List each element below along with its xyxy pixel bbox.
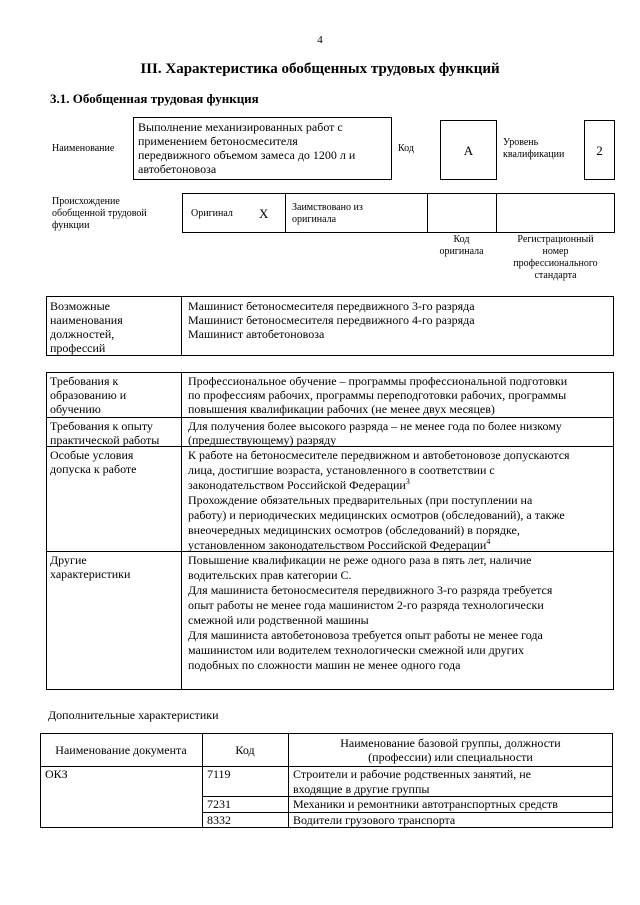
- okz-name-line: Водители грузового транспорта: [293, 813, 456, 827]
- name-value-line: Выполнение механизированных работ с: [138, 120, 343, 134]
- footnote-mark: 4: [486, 537, 491, 546]
- reg-caption-line: профессионального: [513, 258, 598, 269]
- req-value-line: Для получения более высокого разряда – не менее года по более низкому: [188, 419, 562, 433]
- code-value-box: [440, 120, 497, 180]
- header-doc: Наименование документа: [55, 743, 187, 757]
- page-number: 4: [317, 34, 323, 46]
- req-label-line: Требования к: [50, 374, 119, 388]
- req-label-line: Другие: [50, 553, 87, 567]
- req-value-line: смежной или родственной машины: [188, 613, 369, 627]
- reg-caption-line: Регистрационный: [517, 234, 594, 245]
- req-value-line: подобных по сложности машин не менее одного года: [188, 658, 461, 672]
- okz-name-line: Строители и рабочие родственных занятий, не: [293, 767, 531, 781]
- name-label: Наименование: [52, 143, 115, 154]
- req-value-line: Для машиниста бетоносмесителя передвижного 3-го разряда требуется: [188, 583, 553, 597]
- level-label-line: квалификации: [503, 149, 565, 160]
- req-label-line: Особые условия: [50, 448, 134, 462]
- section-title: III. Характеристика обобщенных трудовых функций: [140, 61, 500, 77]
- origin-label-line: функции: [52, 220, 90, 231]
- req-value-line: машинистом или водителем технологически смежной или других: [188, 643, 524, 657]
- level-value: 2: [596, 143, 603, 158]
- req-label-line: Требования к опыту: [50, 419, 153, 433]
- borrowed-label-line: Заимствовано из: [292, 202, 363, 213]
- req-value-line: опыт работы не менее года машинистом 2-го разряда технологически: [188, 598, 544, 612]
- req-value-line: (предшествующему) разряду: [188, 433, 337, 447]
- req-label-line: допуска к работе: [50, 462, 137, 476]
- req-value-line: по профессиям рабочих, программы переподготовки рабочих, программы: [188, 388, 567, 402]
- positions-label-line: профессий: [50, 341, 106, 355]
- footnote-mark: 3: [405, 477, 410, 486]
- positions-label-line: наименования: [50, 313, 123, 327]
- origin-table: [182, 193, 615, 233]
- origin-label-line: обобщенной трудовой: [52, 208, 147, 219]
- header-group-line: (профессии) или специальности: [368, 750, 533, 764]
- code-label: Код: [398, 143, 414, 154]
- req-label-line: обучению: [50, 402, 101, 416]
- req-value-line: водительских прав категории С.: [188, 568, 352, 582]
- req-value-line: Профессиональное обучение – программы профессиональной подготовки: [188, 374, 568, 388]
- reg-caption-line: стандарта: [534, 270, 577, 281]
- code-caption-line: оригинала: [439, 246, 484, 257]
- okz-name-line: входящие в другие группы: [293, 782, 430, 796]
- req-value-line: К работе на бетоносмесителе передвижном и автобетоновозе допускаются: [188, 448, 570, 462]
- name-value-line: автобетоновоза: [138, 162, 217, 176]
- doc-name: ОКЗ: [45, 767, 68, 781]
- positions-label-line: Возможные: [50, 299, 110, 313]
- positions-label-line: должностей,: [50, 327, 115, 341]
- req-value-line: работу) и периодических медицинских осмотров (обследований), а также: [188, 508, 565, 522]
- header-group-line: Наименование базовой группы, должности: [340, 736, 561, 750]
- okz-code: 8332: [207, 813, 231, 827]
- additional-title: Дополнительные характеристики: [48, 708, 219, 722]
- req-value-line: законодательством Российской Федерации: [188, 478, 406, 492]
- code-value: А: [463, 143, 474, 158]
- position-item: Машинист бетоносмесителя передвижного 4-го разряда: [188, 313, 475, 327]
- okz-code: 7231: [207, 797, 231, 811]
- req-value-line: лица, достигшие возраста, установленного в соответствии с: [188, 463, 495, 477]
- okz-name-line: Механики и ремонтники автотранспортных средств: [293, 797, 558, 811]
- req-value-line: Прохождение обязательных предварительных (при поступлении на: [188, 493, 533, 507]
- origin-label-line: Происхождение: [52, 196, 120, 207]
- name-value-line: передвижного объемом замеса до 1200 л и: [138, 148, 356, 162]
- req-value-line: повышения квалификации рабочих (не менее двух месяцев): [188, 402, 495, 416]
- position-item: Машинист бетоносмесителя передвижного 3-го разряда: [188, 299, 475, 313]
- name-value-box: [133, 117, 392, 180]
- level-value-box: [584, 120, 615, 180]
- req-value-line: Повышение квалификации не реже одного раза в пять лет, наличие: [188, 553, 532, 567]
- level-label-line: Уровень: [503, 137, 539, 148]
- req-label-line: образованию и: [50, 388, 127, 402]
- reg-caption-line: номер: [542, 246, 569, 257]
- req-value-line: Для машиниста автобетоновоза требуется опыт работы не менее года: [188, 628, 543, 642]
- position-item: Машинист автобетоновоза: [188, 327, 325, 341]
- req-value-line: внеочередных медицинских осмотров (обследований) в порядке,: [188, 523, 520, 537]
- req-value-line: установленном законодательством Российской Федерации: [188, 538, 487, 552]
- req-label-line: практической работы: [50, 433, 160, 447]
- header-code: Код: [235, 743, 255, 757]
- subsection-title: 3.1. Обобщенная трудовая функция: [50, 91, 259, 106]
- borrowed-label-line: оригинала: [292, 214, 337, 225]
- okz-code: 7119: [207, 767, 231, 781]
- original-label: Оригинал: [191, 208, 233, 219]
- name-value-line: применением бетоносмесителя: [138, 134, 298, 148]
- original-mark: X: [259, 206, 269, 221]
- code-caption-line: Код: [453, 234, 470, 245]
- req-label-line: характеристики: [50, 567, 131, 581]
